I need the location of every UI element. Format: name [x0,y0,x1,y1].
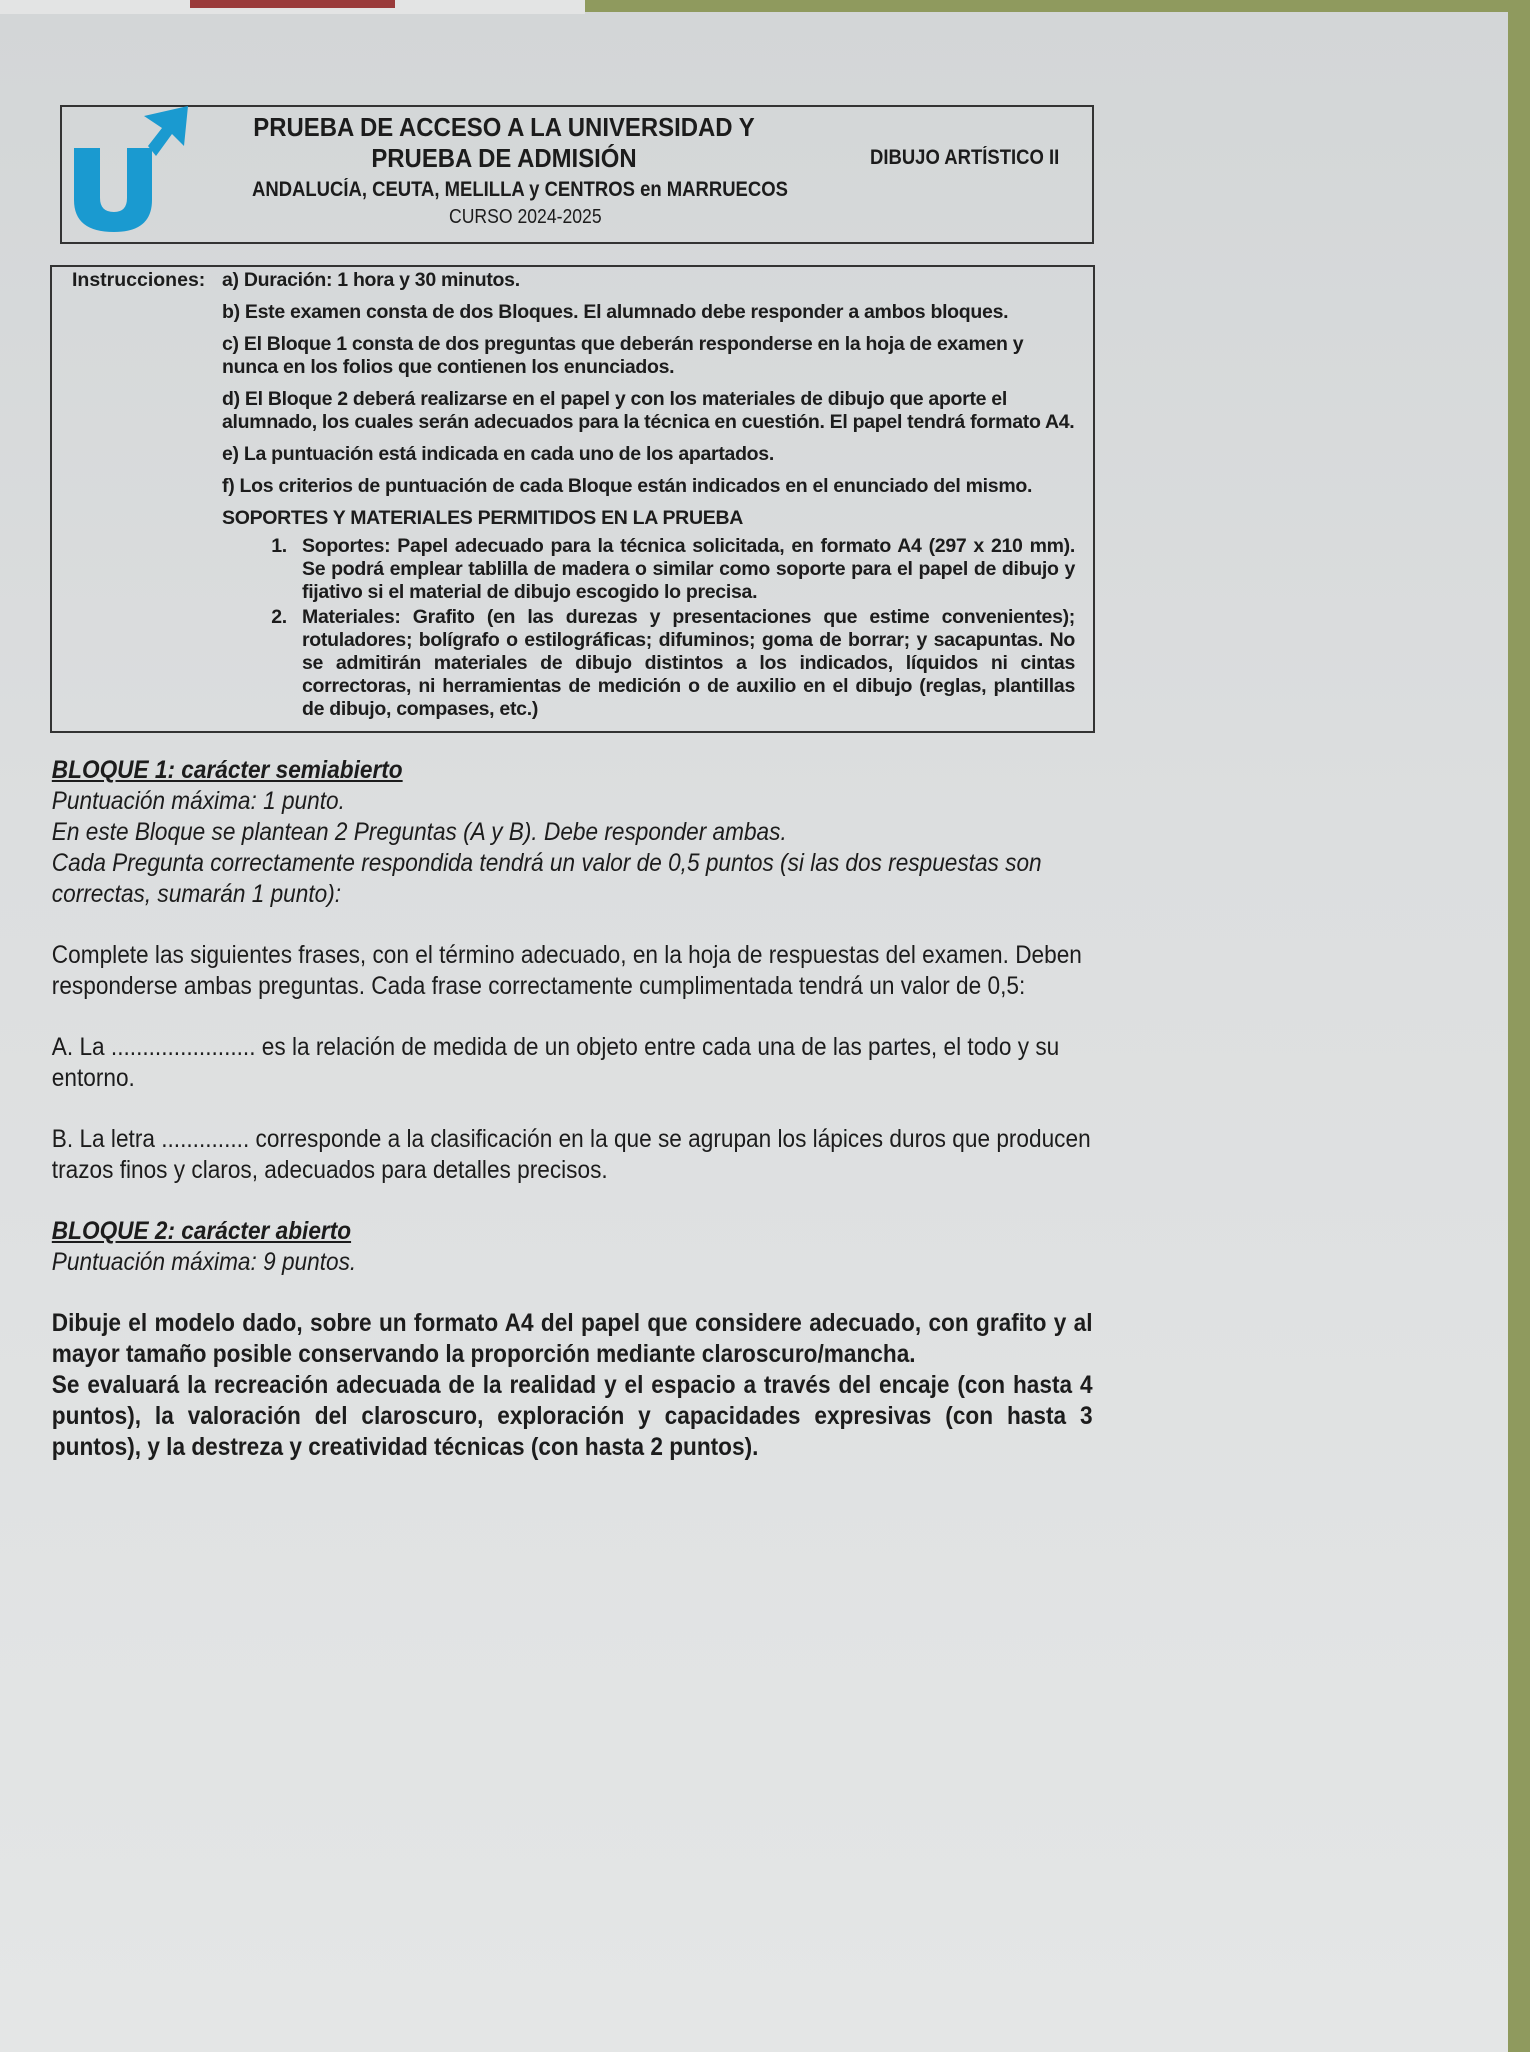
bloque2-score: Puntuación máxima: 9 puntos. [51,1248,357,1276]
bloque1-intro: En este Bloque se plantean 2 Preguntas (A y B). Debe responder ambas. [51,818,787,846]
instruction-item: e) La puntuación está indicada en cada uno de los apartados. [222,443,774,465]
instruction-item: d) El Bloque 2 deberá realizarse en el papel y con los materiales de dibujo que aporte el alumnado, los cuales serán adecuados para la técnica en cuestión. El papel tendrá formato A4. [222,388,1075,433]
bloque1-score: Puntuación máxima: 1 punto. [51,787,345,815]
instructions-box [50,265,1095,733]
bloque1-heading: BLOQUE 1: carácter semiabierto [51,756,403,784]
region: ANDALUCÍA, CEUTA, MELILLA y CENTROS en MARRUECOS [252,178,788,201]
university-logo-icon [72,106,192,236]
bloque2-task: Dibuje el modelo dado, sobre un formato A4 del papel que considere adecuado, con grafito y al mayor tamaño posible conservando la proporción mediante claroscuro/mancha. [51,1309,1093,1368]
instruction-item: b) Este examen consta de dos Bloques. El alumnado debe responder a ambos bloques. [222,301,1009,323]
exam-content [50,265,1200,1463]
materials-item: 1. Soportes: Papel adecuado para la técnica solicitada, en formato A4 (297 x 210 mm). Se podrá emplear tablilla de madera o similar como soporte para el papel de dibujo y fijativo si el material de dibujo escogido lo precisa. [292,535,1075,604]
instruction-item: a) Duración: 1 hora y 30 minutos. [222,269,520,291]
subject-name: DIBUJO ARTÍSTICO II [870,146,1060,169]
question-b: B. La letra .............. corresponde a la clasificación en la que se agrupan los lápices duros que producen trazos finos y claros, adecuados para detalles precisos. [51,1125,1091,1184]
instructions-label: Instrucciones: [72,269,206,291]
materials-heading: SOPORTES Y MATERIALES PERMITIDOS EN LA PRUEBA [222,507,744,529]
instruction-item: f) Los criterios de puntuación de cada Bloque están indicados en el enunciado del mismo. [222,475,1033,497]
bloque1-intro: Cada Pregunta correctamente respondida tendrá un valor de 0,5 puntos (si las dos respuestas son correctas, sumarán 1 punto): [51,849,1042,908]
bloque2-criteria: Se evaluará la recreación adecuada de la realidad y el espacio a través del encaje (con hasta 4 puntos), la valoración del claroscuro, exploración y capacidades expresivas (con hasta 3 puntos), y la destreza y creatividad técnicas (con hasta 2 puntos). [51,1371,1093,1461]
question-a: A. La ....................... es la relación de medida de un objeto entre cada una de las partes, el todo y su entorno. [51,1033,1060,1092]
bloque1-task: Complete las siguientes frases, con el término adecuado, en la hoja de respuestas del examen. Deben responderse ambas preguntas. Cada frase correctamente cumplimentada tendrá un valor de 0,5: [51,941,1082,1000]
bloque2-heading: BLOQUE 2: carácter abierto [51,1217,352,1245]
instructions-list [222,269,1075,723]
background-sheet-mark [190,0,395,8]
exam-body [50,755,1093,1463]
materials-item: 2. Materiales: Grafito (en las durezas y presentaciones que estime convenientes); rotuladores; bolígrafo o estilográficas; difuminos; goma de borrar; y sacapuntas. No se admitirán materiales de dibujo distintos a los indicados, líquidos ni cintas correctoras, ni herramientas de medición o de auxilio en el dibujo (reglas, plantillas de dibujo, compases, etc.) [292,606,1075,721]
course-year: CURSO 2024-2025 [449,206,602,228]
exam-title: PRUEBA DE ACCESO A LA UNIVERSIDAD Y PRUEBA DE ADMISIÓN [253,112,755,173]
materials-list [222,535,1075,721]
instruction-item: c) El Bloque 1 consta de dos preguntas que deberán responderse en la hoja de examen y nunca en los folios que contienen los enunciados. [222,333,1024,378]
